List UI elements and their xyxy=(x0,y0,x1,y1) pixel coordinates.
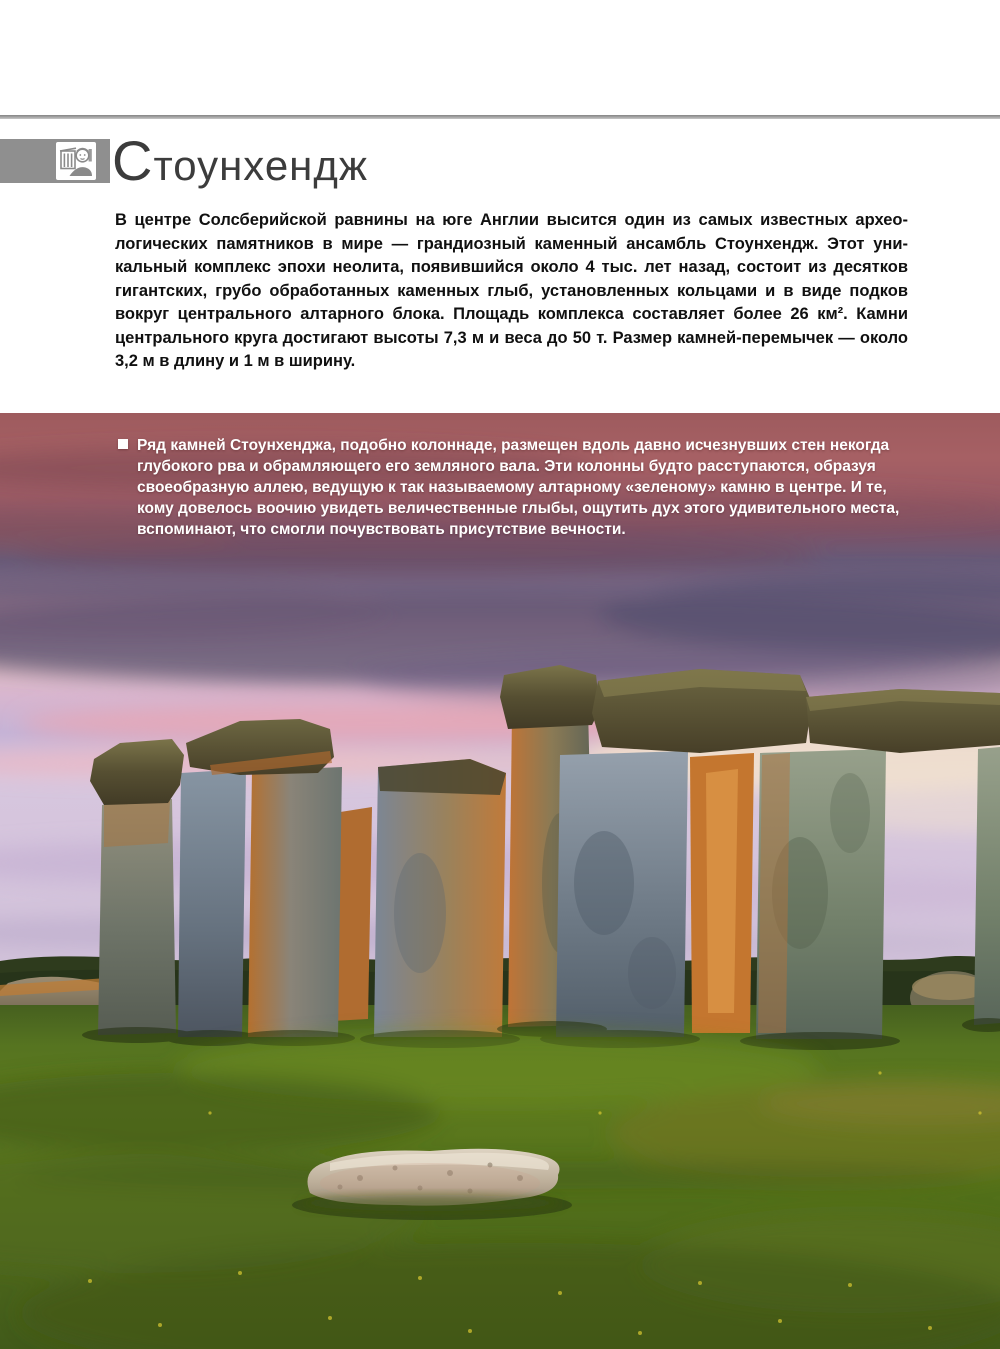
caption-bullet-icon xyxy=(118,439,128,449)
page-title-initial: С xyxy=(112,129,154,192)
page-title xyxy=(112,129,368,197)
stonehenge-photo-illustration xyxy=(0,413,1000,1349)
stonehenge-photo xyxy=(0,413,1000,1349)
photo-caption xyxy=(118,435,918,540)
photo-caption-text: Ряд камней Стоунхенджа, подобно колоннаде, размещен вдоль давно исчезнувших стен некогда глубокого рва и обрамляющего его земляного вала. Эти колонны будто расступаются, образуя своеобразную аллею, ведущую к так называемому алтарному «зеленому» камню в центре. И те, кому довелось воочию увидеть величественные глыбы, ощутить дух этого удивительного места, вспоминают, что смогли почувствовать присутствие вечности. xyxy=(137,437,900,538)
top-divider-rule xyxy=(0,115,1000,119)
section-header-bar xyxy=(0,139,110,183)
page-title-rest: тоунхендж xyxy=(153,142,368,189)
intro-paragraph: В центре Солсберийской равнины на юге Англии высится один из самых известных археологических памятников в мире — грандиозный каменный ансамбль Стоунхендж. Этот уникальный комплекс эпохи неолита, появившийся около 4 тыс. лет назад, состоит из десятков гигантских, грубо обработанных каменных глыб, установленных кольцами и в виде подков вокруг центрального алтарного блока. Площадь комплекса составляет более 26 км². Камни центрального круга достигают высоты 7,3 м и веса до 50 т. Размер камней-перемычек — около 3,2 м в длину и 1 м в ширину. xyxy=(115,211,908,370)
temple-and-bust-icon xyxy=(56,142,96,180)
